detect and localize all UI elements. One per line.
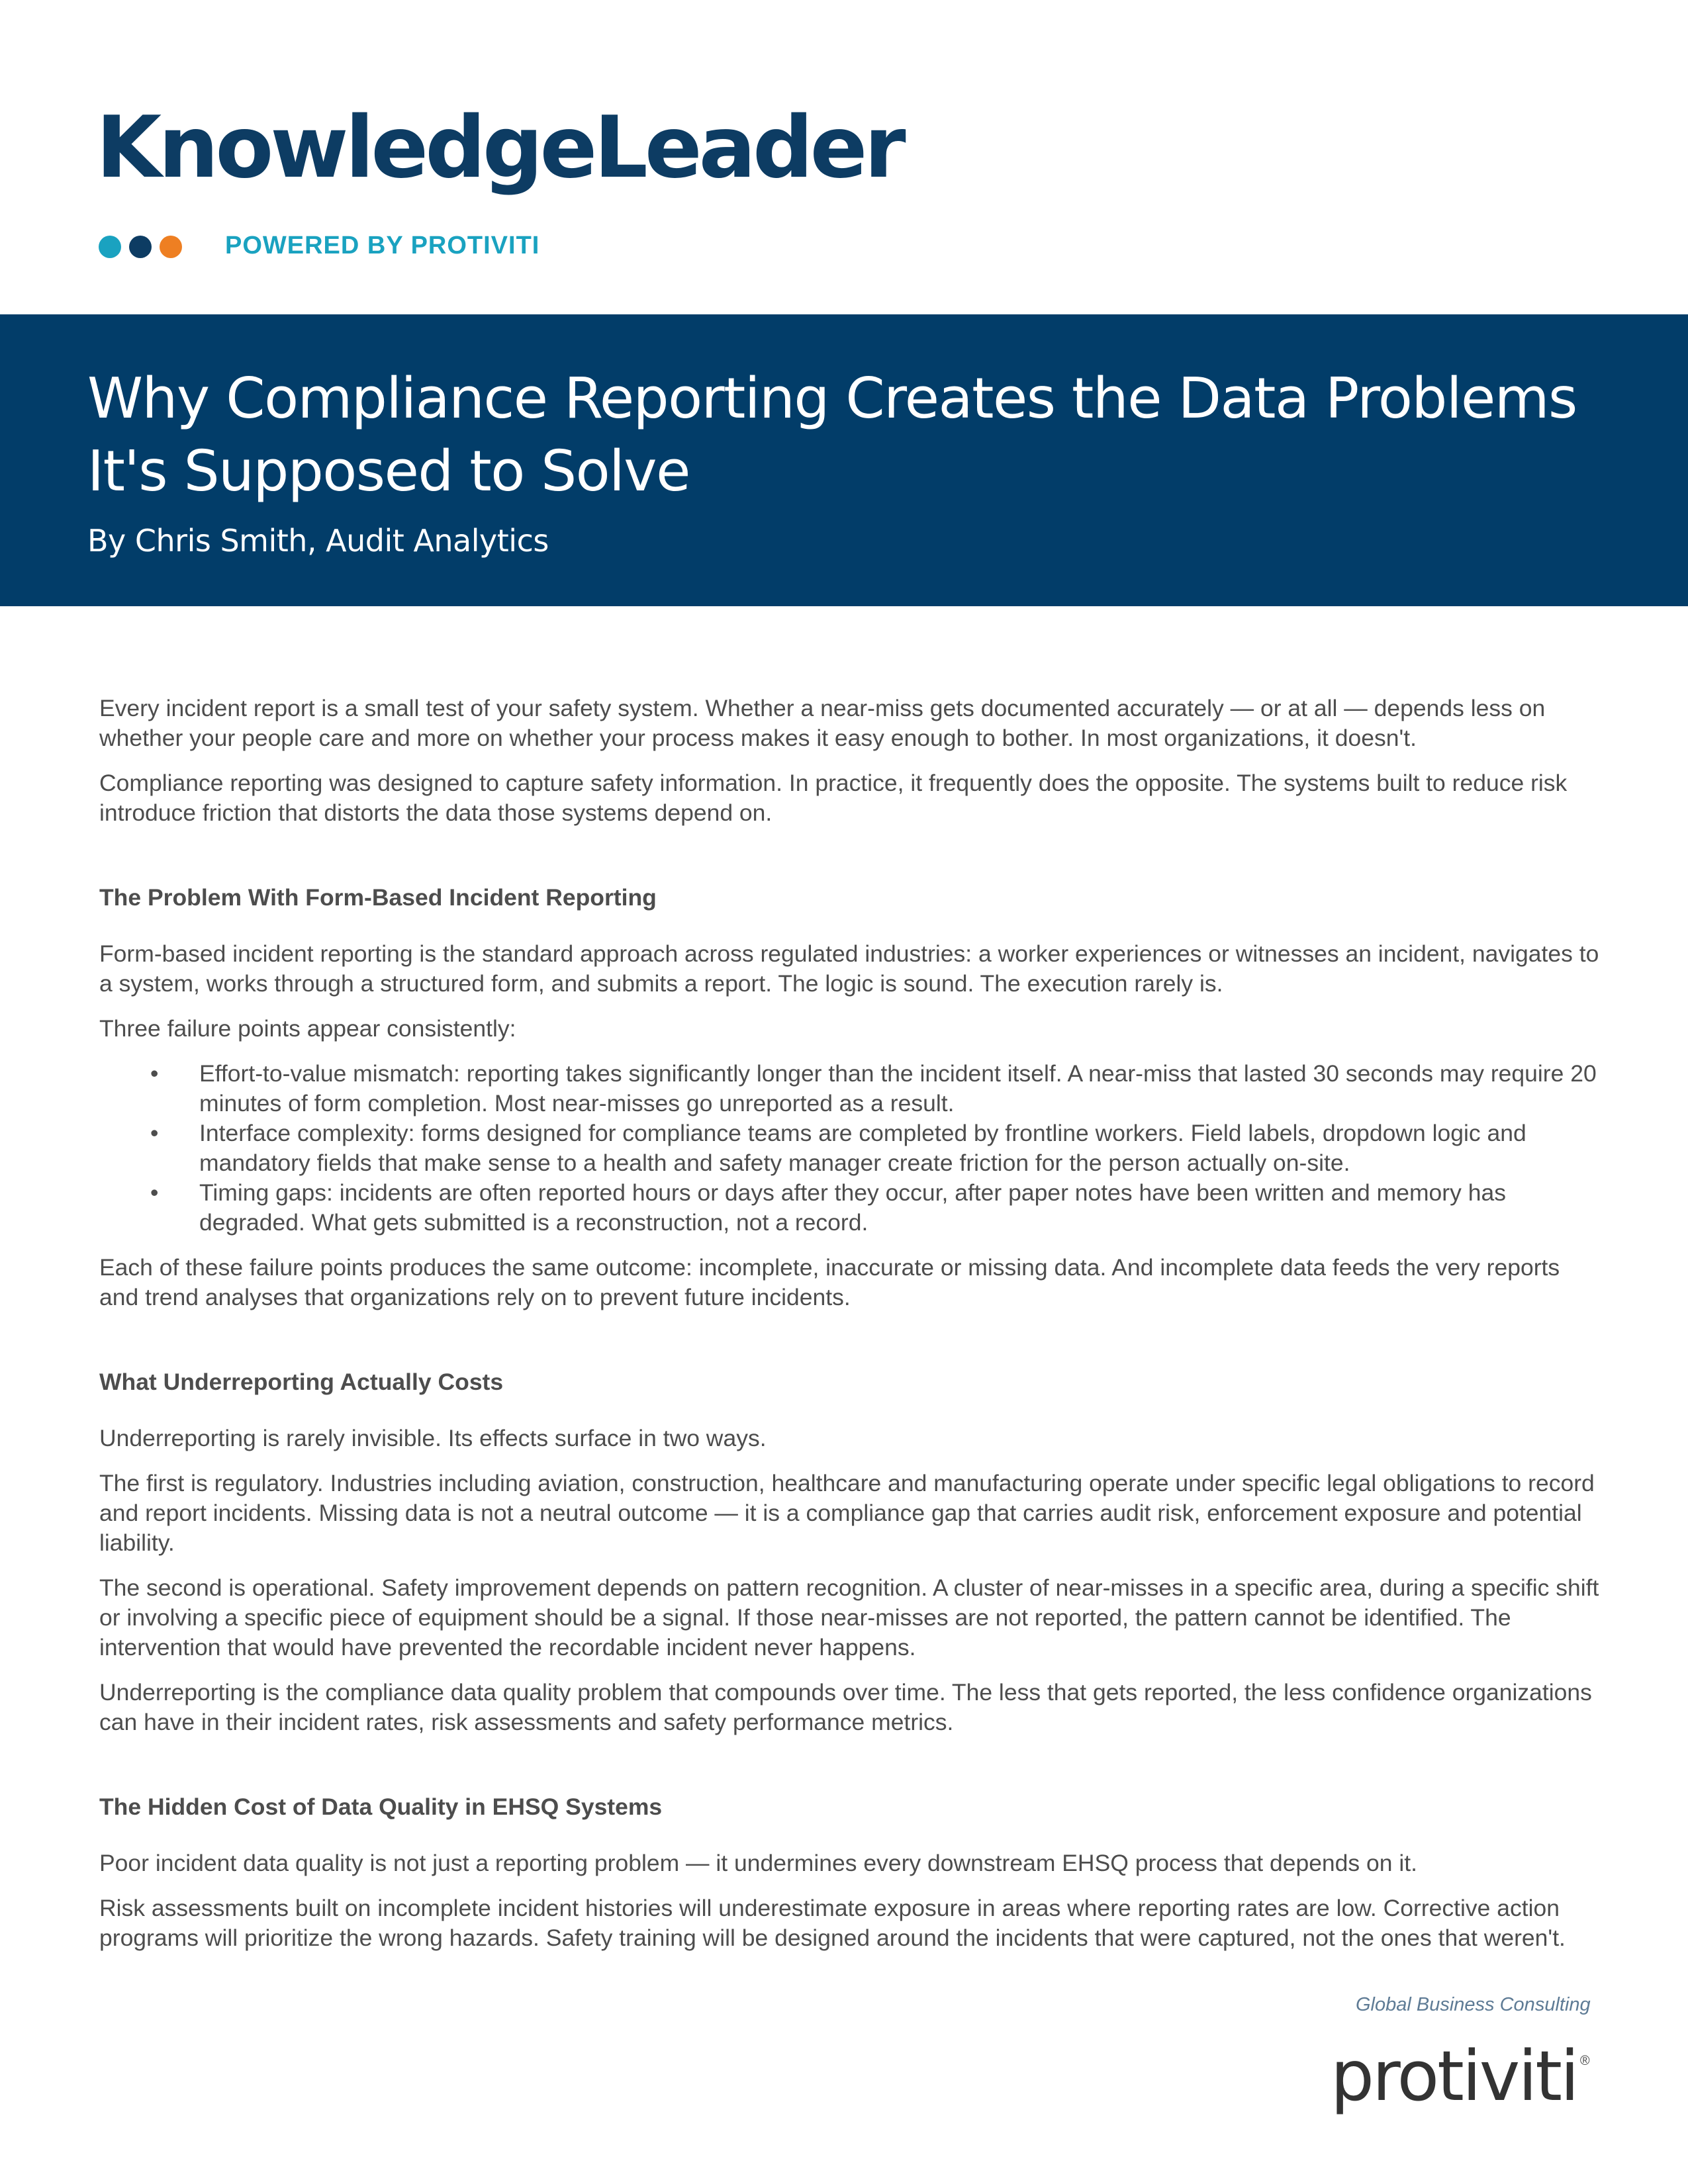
registered-mark: ® <box>1579 2054 1590 2068</box>
section-heading: What Underreporting Actually Costs <box>99 1369 504 1395</box>
paragraph: Risk assessments built on incomplete incident histories will underestimate exposure in areas where reporting rates are low. Corrective action programs will prioritize the wrong hazards. Safety training will be designed around the incidents that were captured, not the ones that weren't. <box>99 1895 1566 1951</box>
paragraph: Underreporting is the compliance data quality problem that compounds over time. The less that gets reported, the less confidence organizations can have in their incident rates, risk assessments and safety performance metrics. <box>99 1679 1592 1735</box>
list-item-text: Effort-to-value mismatch: reporting takes significantly longer than the incident itself. A near-miss that lasted 30 seconds may require 20 minutes of form completion. Most near-misses go unreported as a result. <box>199 1060 1597 1116</box>
bullet-icon: • <box>150 1179 159 1206</box>
intro-paragraph: Every incident report is a small test of your safety system. Whether a near-miss gets documented accurately — or at all — depends less on whether your people care and more on whether your process makes it easy enough to bother. In most organizations, it doesn't. <box>99 695 1546 751</box>
list-item <box>99 1118 1602 1178</box>
paragraph: Each of these failure points produces the same outcome: incomplete, inaccurate or missing data. And incomplete data feeds the very reports and trend analyses that organizations rely on to prevent future incidents. <box>99 1254 1560 1310</box>
orange-dot <box>160 236 182 258</box>
section-heading: The Problem With Form-Based Incident Reporting <box>99 884 657 911</box>
teal-dot <box>99 236 121 258</box>
powered-by-label: POWERED BY PROTIVITI <box>225 232 540 259</box>
author-byline: By Chris Smith, Audit Analytics <box>87 523 549 559</box>
paragraph: Underreporting is rarely invisible. Its effects surface in two ways. <box>99 1425 767 1451</box>
brand-dots <box>99 236 182 258</box>
navy-dot <box>129 236 152 258</box>
list-item <box>99 1178 1602 1238</box>
paragraph: The second is operational. Safety improvement depends on pattern recognition. A cluster of near-misses in a specific area, during a specific shift or involving a specific piece of equipment should be a signal. If those near-misses are not reported, the pattern cannot be identified. The intervention that would have prevented the recordable incident never happens. <box>99 1574 1599 1661</box>
knowledgeleader-logo: KnowledgeLeader <box>96 99 903 197</box>
paragraph: The first is regulatory. Industries including aviation, construction, healthcare and manufacturing operate under specific legal obligations to record and report incidents. Missing data is not a neutral outcome — it is a compliance gap that carries audit risk, enforcement exposure and potential liability. <box>99 1470 1595 1556</box>
bullet-icon: • <box>150 1060 159 1087</box>
page-title: Why Compliance Reporting Creates the Data Problems It's Supposed to Solve <box>87 366 1577 504</box>
list-item-text: Timing gaps: incidents are often reported hours or days after they occur, after paper notes have been written and memory has degraded. What gets submitted is a reconstruction, not a record. <box>199 1179 1506 1236</box>
list-item <box>99 1059 1602 1118</box>
failure-points-list <box>99 1059 1602 1238</box>
bullet-icon: • <box>150 1120 159 1146</box>
protiviti-wordmark: protiviti <box>1331 2036 1577 2116</box>
paragraph: Form-based incident reporting is the standard approach across regulated industries: a worker experiences or witnesses an incident, navigates to a system, works through a structured form, and submits a report. The logic is sound. The execution rarely is. <box>99 940 1599 997</box>
section-heading: The Hidden Cost of Data Quality in EHSQ Systems <box>99 1794 663 1820</box>
article-body <box>99 694 1602 1968</box>
paragraph: Three failure points appear consistently: <box>99 1015 516 1042</box>
paragraph: Poor incident data quality is not just a reporting problem — it undermines every downstream EHSQ process that depends on it. <box>99 1850 1417 1876</box>
footer-tagline: Global Business Consulting <box>1356 1994 1591 2015</box>
intro-paragraph: Compliance reporting was designed to capture safety information. In practice, it frequently does the opposite. The systems built to reduce risk introduce friction that distorts the data those systems depend on. <box>99 770 1568 826</box>
protiviti-logo <box>1331 2036 1595 2116</box>
list-item-text: Interface complexity: forms designed for compliance teams are completed by frontline workers. Field labels, dropdown logic and mandatory fields that make sense to a health and safety manager create friction for the person actually on-site. <box>199 1120 1526 1176</box>
